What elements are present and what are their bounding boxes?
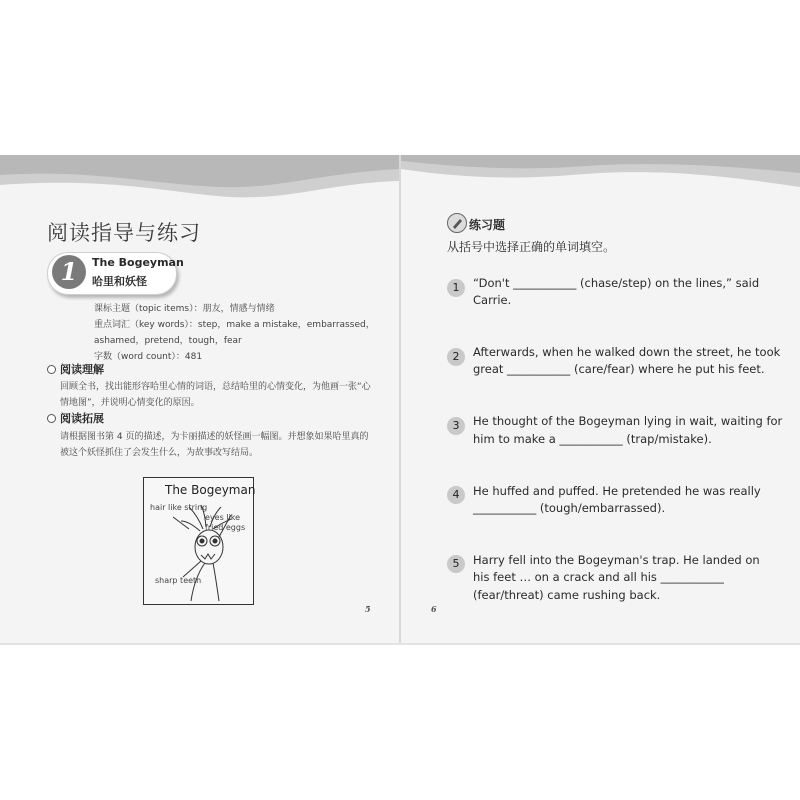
question-text: Harry fell into the Bogeyman's trap. He landed on — [473, 553, 760, 567]
question-text: his feet … on a crack and all his ___________ — [473, 570, 724, 584]
info-keywords: 重点词汇（key words）：step，make a mistake，embarrassed， — [94, 320, 375, 330]
question-text: ___________ (tough/embarrassed). — [473, 501, 666, 515]
section-text: 请根据图书第 4 页的描述，为卡丽描述的妖怪画一幅图。并想象如果哈里真的 — [60, 432, 369, 442]
label-hair: hair like string — [150, 503, 208, 512]
right-page — [401, 155, 800, 645]
section-text: 被这个妖怪抓住了会发生什么，为故事改写结局。 — [60, 448, 259, 458]
left-page — [0, 155, 399, 645]
section-heading-extension: 阅读拓展 — [60, 412, 104, 425]
story-title-zh: 哈里和妖怪 — [92, 275, 147, 288]
section-text: 情地图”，并说明心情变化的原因。 — [60, 398, 200, 408]
section-heading-comprehension: 阅读理解 — [60, 363, 104, 376]
question-number-badge: 3 — [447, 417, 465, 435]
page-number: 6 — [431, 604, 437, 614]
page-bottom-edge — [0, 643, 800, 645]
question-number-badge: 1 — [447, 279, 465, 297]
info-word-count: 字数（word count）：481 — [94, 352, 203, 362]
exercise-instruction: 从括号中选择正确的单词填空。 — [447, 240, 616, 254]
header-wave — [0, 155, 399, 205]
question-text: “Don't ___________ (chase/step) on the lines,” said — [473, 276, 760, 290]
story-title-en: The Bogeyman — [92, 256, 184, 269]
question-number-badge: 4 — [447, 486, 465, 504]
drawing-title: The Bogeyman — [165, 483, 256, 497]
question-text: great ___________ (care/fear) where he put his feet. — [473, 362, 765, 376]
question-text: Carrie. — [473, 293, 512, 307]
label-eyes: eyes like — [205, 513, 241, 522]
story-number-badge: 1 — [52, 255, 86, 289]
section-bullet-icon — [47, 365, 56, 374]
question-text: Afterwards, when he walked down the street, he took — [473, 345, 781, 359]
section-bullet-icon — [47, 414, 56, 423]
info-keywords-cont: ashamed，pretend，tough，fear — [94, 336, 242, 346]
question-text: He huffed and puffed. He pretended he was really — [473, 484, 761, 498]
exercise-heading: 练习题 — [469, 218, 506, 232]
pencil-icon — [447, 213, 467, 233]
question-number-badge: 5 — [447, 555, 465, 573]
label-teeth: sharp teeth — [155, 576, 202, 585]
book-spread — [0, 155, 800, 645]
question-text: him to make a ___________ (trap/mistake). — [473, 432, 712, 446]
book-gutter — [399, 155, 401, 645]
page-title: 阅读指导与练习 — [47, 221, 201, 245]
question-text: (fear/threat) came rushing back. — [473, 588, 661, 602]
header-wave — [401, 155, 800, 205]
info-topic: 课标主题（topic items）：朋友，情感与情绪 — [94, 304, 275, 314]
question-text: He thought of the Bogeyman lying in wait, waiting for — [473, 414, 783, 428]
section-text: 回顾全书，找出能形容哈里心情的词语，总结哈里的心情变化，为他画一张“心 — [60, 382, 371, 392]
question-number-badge: 2 — [447, 348, 465, 366]
page-number: 5 — [365, 604, 371, 614]
label-eyes-cont: fried eggs — [205, 523, 246, 532]
